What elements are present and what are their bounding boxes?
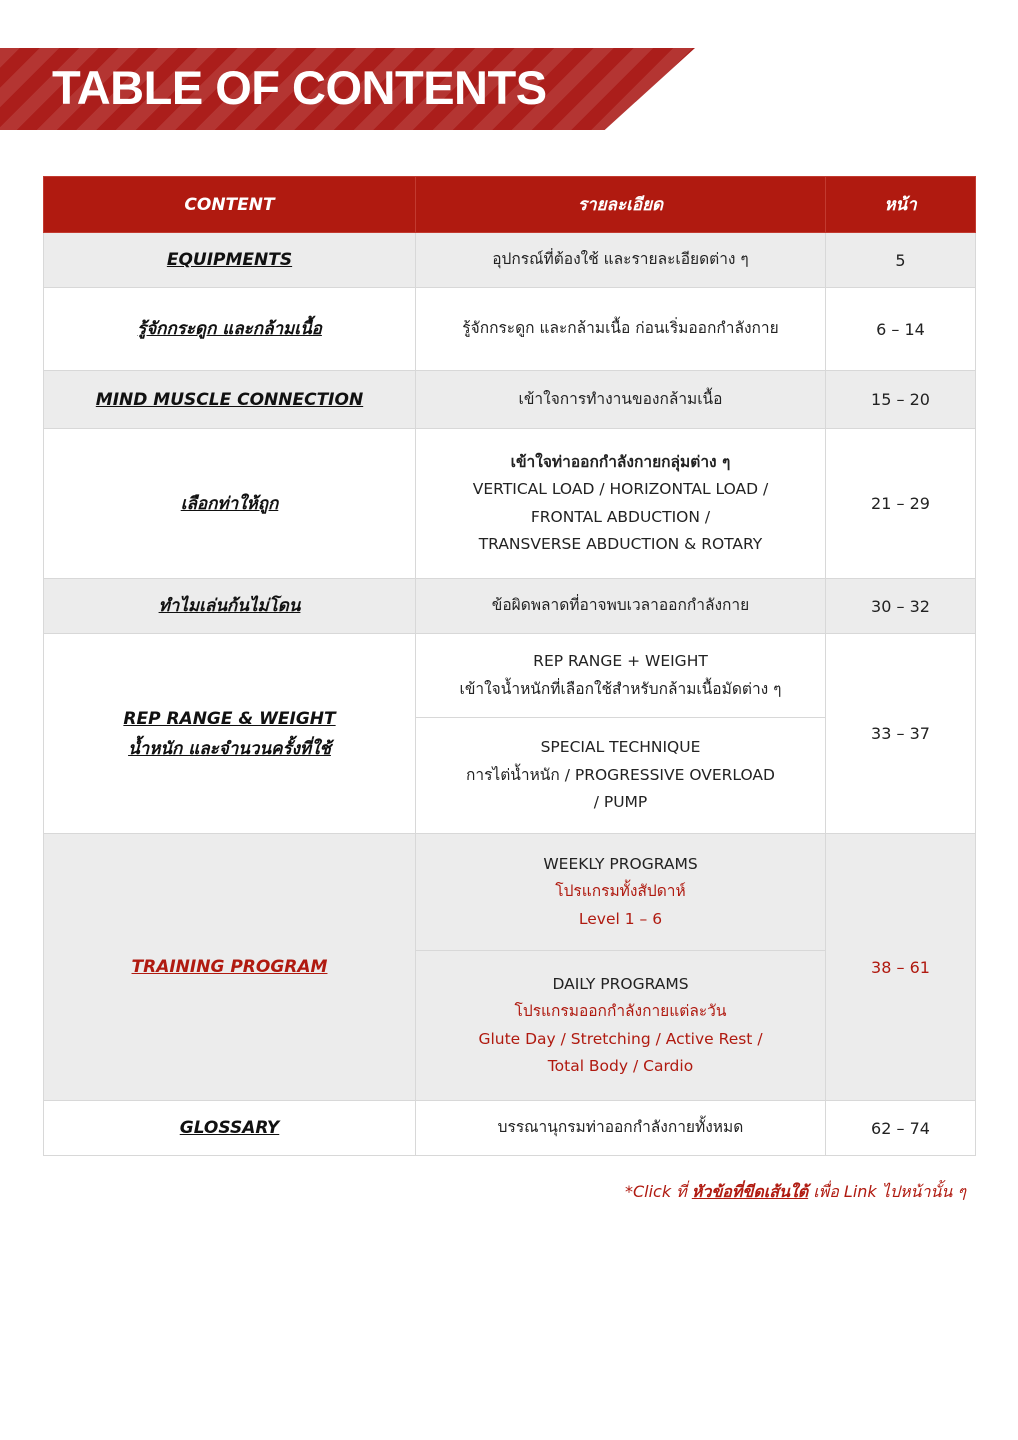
detail-cell bbox=[416, 634, 826, 718]
toc-table bbox=[43, 176, 976, 1156]
detail-cell bbox=[416, 718, 826, 834]
detail-text: เข้าใจการทำงานของกล้ามเนื้อ bbox=[518, 389, 723, 408]
page-range: 5 bbox=[895, 250, 906, 270]
footnote-emphasis: หัวข้อที่ขีดเส้นใต้ bbox=[691, 1182, 809, 1201]
topic-cell bbox=[44, 288, 416, 371]
detail-line: Total Body / Cardio bbox=[547, 1057, 694, 1075]
page-range: 15 – 20 bbox=[871, 390, 930, 409]
page-cell bbox=[826, 371, 976, 429]
detail-line: เข้าใจน้ำหนักที่เลือกใช้สำหรับกล้ามเนื้อมัดต่าง ๆ bbox=[459, 679, 782, 698]
detail-line: SPECIAL TECHNIQUE bbox=[540, 738, 701, 757]
topic-link-bones-muscles[interactable]: รู้จักกระดูก และกล้ามเนื้อ bbox=[137, 319, 322, 339]
page-cell bbox=[826, 233, 976, 288]
page-cell bbox=[826, 429, 976, 579]
table-row bbox=[44, 233, 976, 288]
detail-text: บรรณานุกรมท่าออกกำลังกายทั้งหมด bbox=[497, 1118, 744, 1137]
table-row bbox=[44, 429, 976, 579]
detail-cell bbox=[416, 1101, 826, 1156]
page-cell bbox=[826, 579, 976, 634]
detail-heading: WEEKLY PROGRAMS bbox=[543, 854, 698, 873]
table-row bbox=[44, 1101, 976, 1156]
column-header-detail: รายละเอียด bbox=[416, 177, 826, 233]
page-range: 21 – 29 bbox=[871, 494, 930, 513]
topic-link-training-program[interactable]: TRAINING PROGRAM bbox=[131, 957, 328, 977]
detail-line: Level 1 – 6 bbox=[578, 909, 663, 928]
topic-link-glute-miss[interactable]: ทำไมเล่นก้นไม่โดน bbox=[158, 596, 301, 616]
detail-line: โปรแกรมออกกำลังกายแต่ละวัน bbox=[514, 1002, 727, 1020]
topic-link-glossary[interactable]: GLOSSARY bbox=[179, 1118, 280, 1138]
topic-line: น้ำหนัก และจำนวนครั้งที่ใช้ bbox=[128, 738, 331, 759]
table-header-row bbox=[44, 177, 976, 233]
detail-heading: เข้าใจท่าออกกำลังกายกลุ่มต่าง ๆ bbox=[510, 452, 731, 471]
footnote-prefix: *Click ที่ bbox=[624, 1182, 692, 1201]
column-header-content: CONTENT bbox=[44, 177, 416, 233]
detail-cell bbox=[416, 951, 826, 1101]
page-cell bbox=[826, 634, 976, 834]
topic-link-equipments[interactable]: EQUIPMENTS bbox=[166, 250, 293, 270]
detail-line: FRONTAL ABDUCTION / bbox=[530, 507, 711, 526]
detail-line: โปรแกรมทั้งสัปดาห์ bbox=[555, 882, 686, 901]
page-cell bbox=[826, 834, 976, 1101]
page-cell bbox=[826, 1101, 976, 1156]
topic-line: REP RANGE & WEIGHT bbox=[123, 708, 336, 729]
page-range: 38 – 61 bbox=[871, 957, 930, 977]
table-row bbox=[44, 371, 976, 429]
detail-line: VERTICAL LOAD / HORIZONTAL LOAD / bbox=[472, 480, 769, 498]
topic-cell bbox=[44, 834, 416, 1101]
topic-cell bbox=[44, 634, 416, 834]
column-header-page: หน้า bbox=[826, 177, 976, 233]
detail-line: การไต่น้ำหนัก / PROGRESSIVE OVERLOAD bbox=[466, 765, 775, 784]
topic-cell bbox=[44, 579, 416, 634]
table-row bbox=[44, 834, 976, 951]
topic-link-choose-exercise[interactable]: เลือกท่าให้ถูก bbox=[180, 493, 279, 514]
detail-line: / PUMP bbox=[593, 793, 648, 812]
detail-cell bbox=[416, 579, 826, 634]
page-range: 6 – 14 bbox=[876, 319, 925, 339]
table-row bbox=[44, 579, 976, 634]
detail-cell bbox=[416, 371, 826, 429]
detail-text: ข้อผิดพลาดที่อาจพบเวลาออกกำลังกาย bbox=[491, 596, 750, 615]
topic-cell bbox=[44, 371, 416, 429]
page-title: TABLE OF CONTENTS bbox=[52, 61, 547, 114]
detail-cell bbox=[416, 233, 826, 288]
detail-cell bbox=[416, 429, 826, 579]
page-range: 62 – 74 bbox=[871, 1118, 930, 1138]
footnote-suffix: เพื่อ Link ไปหน้านั้น ๆ bbox=[808, 1182, 966, 1201]
table-row bbox=[44, 288, 976, 371]
topic-cell bbox=[44, 233, 416, 288]
detail-cell bbox=[416, 288, 826, 371]
footnote bbox=[625, 1180, 966, 1205]
page-range: 33 – 37 bbox=[871, 724, 930, 743]
topic-cell bbox=[44, 1101, 416, 1156]
detail-text: รู้จักกระดูก และกล้ามเนื้อ ก่อนเริ่มออกกำลังกาย bbox=[462, 319, 779, 338]
table-row bbox=[44, 634, 976, 718]
detail-line: REP RANGE + WEIGHT bbox=[533, 652, 708, 670]
detail-heading: DAILY PROGRAMS bbox=[552, 974, 689, 993]
topic-link-rep-range[interactable] bbox=[123, 704, 335, 764]
detail-line: TRANSVERSE ABDUCTION & ROTARY bbox=[478, 535, 763, 553]
detail-line: Glute Day / Stretching / Active Rest / bbox=[478, 1029, 763, 1048]
detail-text: อุปกรณ์ที่ต้องใช้ และรายละเอียดต่าง ๆ bbox=[492, 250, 749, 269]
detail-cell bbox=[416, 834, 826, 951]
topic-cell bbox=[44, 429, 416, 579]
page-range: 30 – 32 bbox=[871, 596, 930, 616]
topic-link-mind-muscle[interactable]: MIND MUSCLE CONNECTION bbox=[95, 389, 364, 410]
page-cell bbox=[826, 288, 976, 371]
